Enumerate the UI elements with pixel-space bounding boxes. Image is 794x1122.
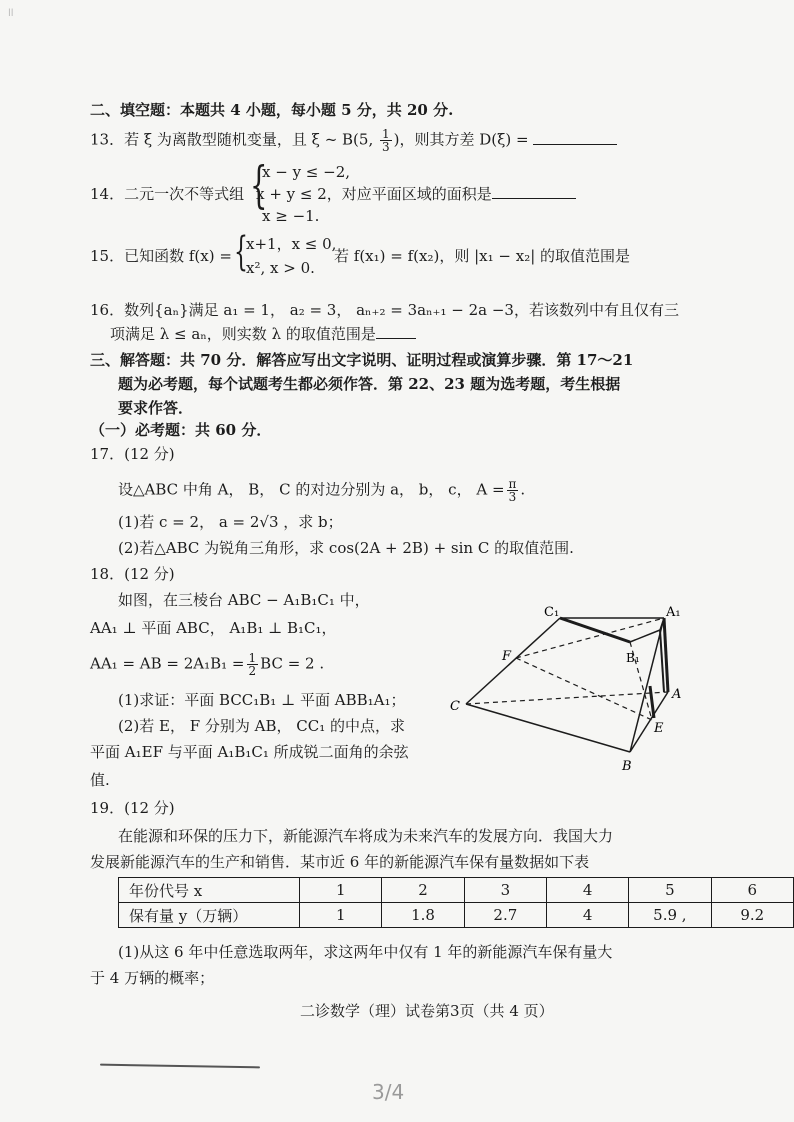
q15-case2: x², x > 0. <box>246 259 315 277</box>
section3-line1: 三、解答题：共 70 分．解答应写出文字说明、证明过程或演算步骤．第 17～21 <box>90 351 634 369</box>
q17-frac-num: π <box>508 477 517 491</box>
q13-num: 13． <box>90 130 125 149</box>
q18-part1: (1)求证：平面 BCC₁B₁ ⊥ 平面 ABB₁A₁； <box>118 691 406 709</box>
q17-text-a: 设△ABC 中角 A， B， C 的对边分别为 a， b， c， A = <box>118 480 505 499</box>
q13-frac-den: 3 <box>381 140 390 154</box>
q14-brace: { <box>250 156 268 214</box>
edge-A1A <box>664 618 668 692</box>
label-A1: A₁ <box>666 605 681 620</box>
table-cell: 2.7 <box>464 903 546 928</box>
q17-head: 17．(12 分) <box>90 445 175 463</box>
q13-fraction <box>380 128 392 153</box>
q19-line1: 在能源和环保的压力下，新能源汽车将成为未来汽车的发展方向．我国大力 <box>118 827 614 845</box>
q18-line3a: AA₁ = AB = 2A₁B₁ = <box>90 654 245 673</box>
section3-line2: 题为必考题，每个试题考生都必须作答．第 22、23 题为选考题，考生根据 <box>118 375 621 393</box>
q14-num-text: 14．二元一次不等式组 <box>90 185 245 203</box>
edge-B1A1-top <box>630 630 660 642</box>
q19-head: 19．(12 分) <box>90 799 175 817</box>
label-A: A <box>672 687 682 702</box>
q18-frac-den: 2 <box>248 664 257 678</box>
required-heading: （一）必考题：共 60 分． <box>90 421 272 439</box>
table-cell: 5 <box>629 878 711 903</box>
answer-blank <box>376 324 416 339</box>
table-cell: 9.2 <box>711 903 793 928</box>
label-C1: C₁ <box>544 605 560 620</box>
q14-line1: x − y ≤ −2, <box>262 163 351 181</box>
label-B1: B₁ <box>626 651 640 665</box>
table-cell: 6 <box>711 878 793 903</box>
label-E: E <box>654 721 664 736</box>
table-cell: 4 <box>547 878 629 903</box>
label-C: C <box>450 699 460 714</box>
q16-line1: 16．数列{aₙ}满足 a₁ = 1， a₂ = 3， aₙ₊₂ = 3aₙ₊₁ − 2a −3，若该数列中有且仅有三 <box>90 301 679 319</box>
q16-line2: 项满足 λ ≤ aₙ，则实数 λ 的取值范围是 <box>110 325 376 343</box>
page-indicator: 3/4 <box>372 1080 405 1104</box>
label-B: B <box>622 759 632 774</box>
table-cell: 4 <box>547 903 629 928</box>
edge-CB <box>466 704 630 752</box>
table-row <box>119 903 794 928</box>
q17-fraction <box>507 478 519 503</box>
edge-B1-inner <box>660 630 664 692</box>
section-heading-fill-in: 二、填空题：本题共 4 小题，每小题 5 分，共 20 分. <box>90 101 454 119</box>
q15-brace: { <box>234 229 248 275</box>
q19-part1b: 于 4 万辆的概率； <box>90 969 215 987</box>
question-16 <box>110 324 416 344</box>
q17-part2: (2)若△ABC 为锐角三角形，求 cos(2A + 2B) + sin C 的取值范围. <box>118 539 574 557</box>
table-header-x: 年份代号 x <box>119 878 300 903</box>
q14-line3: x ≥ −1. <box>262 207 320 225</box>
q19-line2: 发展新能源汽车的生产和销售．某市近 6 年的新能源汽车保有量数据如下表 <box>90 853 590 871</box>
q15-case1: x+1，x ≤ 0, <box>246 235 337 253</box>
q18-line3b: BC = 2 . <box>260 654 325 673</box>
q18-part2: (2)若 E， F 分别为 AB， CC₁ 的中点，求 <box>118 717 406 735</box>
table-cell: 1 <box>300 903 382 928</box>
question-13 <box>90 128 617 153</box>
table-cell: 3 <box>464 878 546 903</box>
table-cell: 2 <box>382 878 464 903</box>
question-17-stem <box>118 478 525 503</box>
q18-line3 <box>90 652 324 677</box>
dashed-CA <box>466 692 668 704</box>
page-footer: 二诊数学（理）试卷第3页（共 4 页） <box>300 1002 554 1020</box>
q15-text-a: 15．已知函数 f(x) = <box>90 247 232 265</box>
table-cell: 5.9 , <box>629 903 711 928</box>
q18-frac-num: 1 <box>248 651 257 665</box>
q13-frac-num: 1 <box>381 127 390 141</box>
q13-text-a: 若 ξ 为离散型随机变量，且 ξ ~ B(5, <box>124 130 378 149</box>
answer-blank <box>533 130 617 145</box>
table-cell: 1.8 <box>382 903 464 928</box>
q17-text-b: . <box>520 480 526 499</box>
q18-line1: 如图，在三棱台 ABC − A₁B₁C₁ 中， <box>118 591 370 609</box>
edge-C1C <box>466 618 560 704</box>
q19-part1a: (1)从这 6 年中任意选取两年，求这两年中仅有 1 年的新能源汽车保有量大 <box>118 943 613 961</box>
q18-head: 18．(12 分) <box>90 565 175 583</box>
q14-line2: x + y ≤ 2，对应平面区域的面积是 <box>256 185 492 203</box>
table-row <box>119 878 794 903</box>
q15-text-b: 若 f(x₁) = f(x₂)，则 |x₁ − x₂| 的取值范围是 <box>334 247 631 265</box>
label-F: F <box>502 649 512 664</box>
q18-part2c: 值. <box>90 771 110 789</box>
edge-C1B1 <box>560 618 630 642</box>
q13-text-b: )，则其方差 D(ξ) = <box>393 130 534 149</box>
data-table <box>118 877 794 928</box>
q17-part1: (1)若 c = 2， a = 2√3 ，求 b； <box>118 513 343 531</box>
section3-line3: 要求作答． <box>118 399 194 417</box>
question-14 <box>90 184 576 204</box>
q18-line2: AA₁ ⊥ 平面 ABC， A₁B₁ ⊥ B₁C₁， <box>90 619 337 637</box>
table-cell: 1 <box>300 878 382 903</box>
table-header-y: 保有量 y（万辆） <box>119 903 300 928</box>
frustum-figure <box>440 596 700 776</box>
q17-frac-den: 3 <box>508 490 517 504</box>
dashed-FE <box>516 658 652 720</box>
answer-blank <box>492 184 576 199</box>
q18-fraction <box>247 652 259 677</box>
scan-smudge <box>100 1064 260 1069</box>
corner-mark: ll <box>8 8 14 19</box>
q18-part2b: 平面 A₁EF 与平面 A₁B₁C₁ 所成锐二面角的余弦 <box>90 743 409 761</box>
